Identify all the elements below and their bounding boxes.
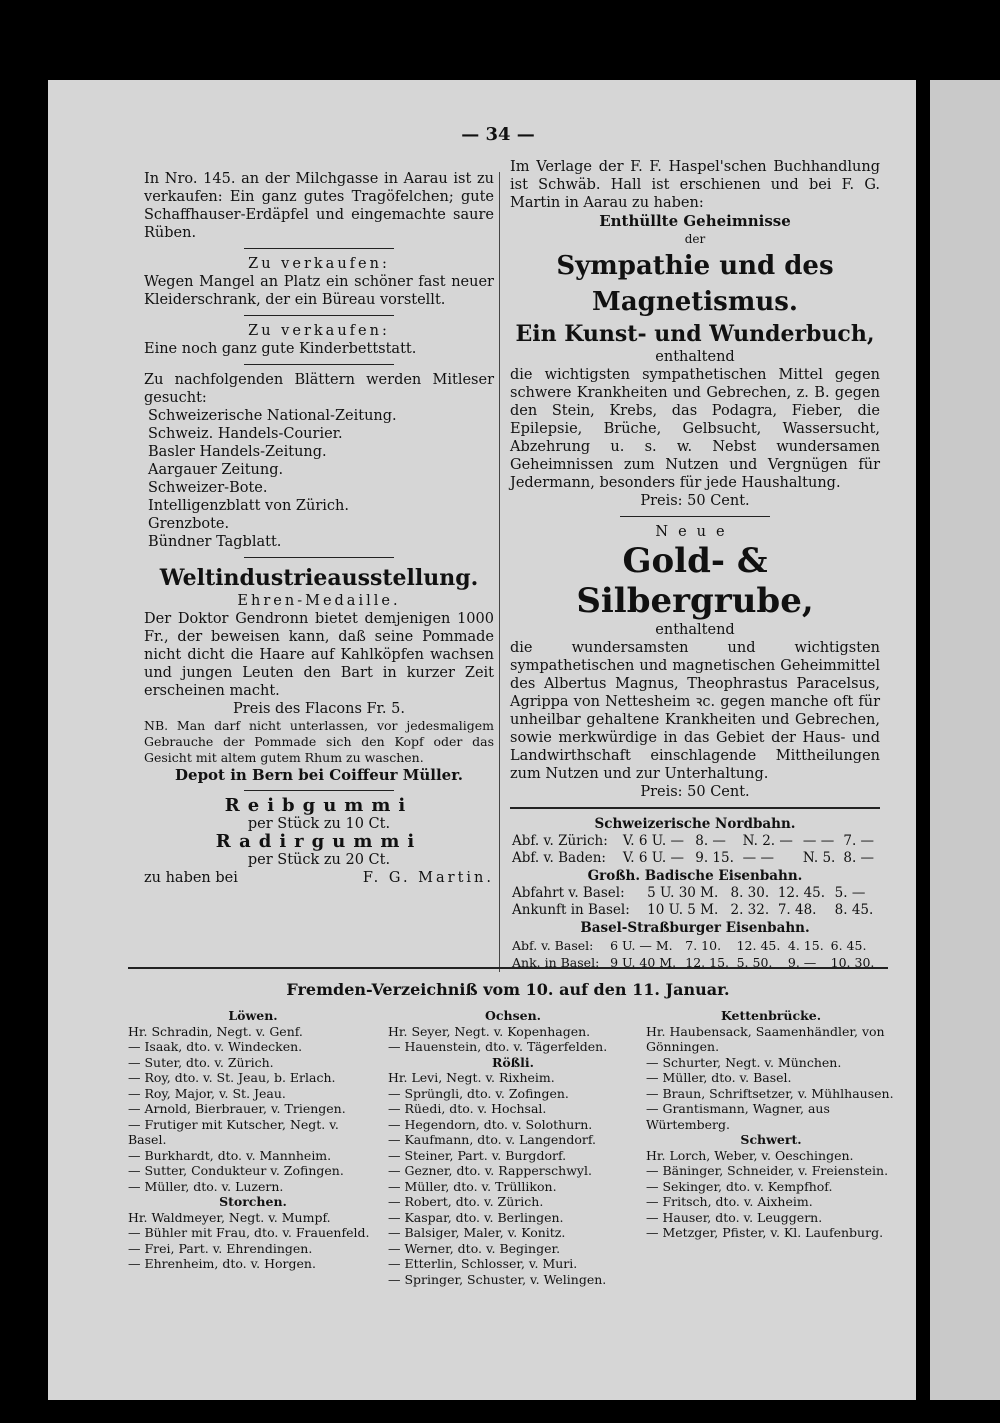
table-row [510, 885, 880, 902]
list-item: Hr. Waldmeyer, Negt. v. Mumpf. [128, 1209, 331, 1225]
table-cell: Abf. v. Baden: [512, 850, 606, 866]
table-cell: Abf. v. Zürich: [512, 833, 608, 849]
list-item: Hr. Schradin, Negt. v. Genf. [128, 1023, 303, 1039]
list-item: — Hegendorn, dto. v. Solothurn. [388, 1116, 593, 1132]
table-cell: 6. 45. [830, 938, 867, 953]
book2-price: Preis: 50 Cent. [640, 784, 750, 800]
rail2-table [510, 885, 880, 919]
list-item: — Etterlin, Schlosser, v. Muri. [388, 1256, 578, 1271]
table-cell: 9 U. 40 M. [610, 955, 677, 970]
list-item: Hr. Seyer, Negt. v. Kopenhagen. [388, 1023, 591, 1039]
rail3-table [510, 937, 880, 971]
ad-milchgasse: In Nro. 145. an der Milchgasse in Aarau ist zu verkaufen: Ein ganz gutes Tragöfelchen; gute Schaffhauser-Erdäpfel und eingemachte saure Rüben. [144, 171, 494, 241]
ad-reibgummi-price: per Stück zu 10 Ct. [247, 816, 391, 832]
list-item: — Burkhardt, dto. v. Mannheim. [128, 1147, 332, 1163]
adjacent-page-strip [930, 80, 1000, 1400]
list-item: Basler Handels-Zeitung. [148, 444, 327, 460]
table-cell: 12. 45. [736, 938, 781, 953]
table-cell: 9. 15. [695, 850, 734, 866]
table-cell: 8. — [695, 833, 726, 849]
list-item: — Gezner, dto. v. Rapperschwyl. [388, 1163, 592, 1178]
column-divider [499, 172, 500, 972]
list-item: Aargauer Zeitung. [148, 462, 284, 478]
hotel-heading: Storchen. [219, 1194, 287, 1209]
table-cell: 4. 15. [787, 938, 824, 953]
book2-line1: Neue [655, 524, 735, 540]
ad-mitleser-intro: Zu nachfolgenden Blättern werden Mitleser gesucht: [144, 372, 494, 406]
table-row [510, 937, 880, 954]
ad-pommade-text: Der Doktor Gendronn bietet demjenigen 1000 Fr., der beweisen kann, daß seine Pommade nicht dicht die Haare auf Kahlköpfen wachsen und jungen Leuten den Bart in kurzer Zeit erscheinen macht. [144, 611, 494, 699]
list-item: — Kaspar, dto. v. Berlingen. [388, 1209, 564, 1225]
right-column [510, 158, 880, 971]
table-cell: 7. 48. [777, 902, 817, 918]
book1-text: die wichtigsten sympathetischen Mittel gegen schwere Krankheiten und Gebrechen, z. B. gegen den Stein, Krebs, das Podagra, Fieber, die Epilepsie, Brüche, Gelbsucht, Wassersucht, Abzehrung u. s. w. Nebst wundersamen Geheimnissen zum Nutzen und Vergnügen für Jedermann, besonders für jede Haushaltung. [510, 367, 880, 491]
table-cell: 5 U. 30 M. [647, 885, 719, 901]
list-item: — Schurter, Negt. v. München. [646, 1054, 842, 1070]
table-cell: 8. — [843, 850, 875, 866]
ad-heading: Zu verkaufen: [248, 323, 390, 339]
ad-subtitle: Ehren-Medaille. [237, 593, 401, 609]
table-row [510, 850, 880, 867]
list-item: — Isaak, dto. v. Windecken. [128, 1039, 303, 1054]
ad-footer [144, 869, 494, 887]
divider [244, 557, 394, 558]
table-cell: N. 2. — [742, 833, 793, 849]
table-cell: 12. 45. [777, 885, 826, 901]
table-cell: Ankunft in Basel: [512, 902, 630, 918]
list-item: — Hauenstein, dto. v. Tägerfelden. [388, 1039, 608, 1054]
table-row [510, 833, 880, 850]
table-cell: Abf. v. Basel: [512, 938, 594, 953]
fremden-col-3 [646, 1008, 896, 1241]
list-item: Schweizerische National-Zeitung. [148, 408, 397, 424]
rail1-title: Schweizerische Nordbahn. [594, 816, 796, 832]
list-item: Hr. Levi, Negt. v. Rixheim. [388, 1070, 555, 1085]
book1-subtitle: Ein Kunst- und Wunderbuch, [515, 321, 875, 347]
table-row [510, 902, 880, 919]
list-item: — Arnold, Bierbrauer, v. Triengen. [128, 1101, 346, 1116]
list-item: — Frutiger mit Kutscher, Negt. v. Basel. [128, 1116, 339, 1147]
divider [244, 364, 394, 365]
section-divider [128, 967, 888, 969]
book1-title: Sympathie und des Magnetismus. [556, 251, 834, 317]
list-item: Schweiz. Handels-Courier. [148, 426, 343, 442]
list-item: — Müller, dto. v. Trüllikon. [388, 1178, 557, 1194]
list-item: Schweizer-Bote. [148, 480, 268, 496]
ad-footer-right: F. G. Martin. [362, 870, 494, 886]
ad-reibgummi-title: Reibgummi [224, 795, 414, 816]
table-cell: 5. — [834, 885, 866, 901]
list-item: Hr. Haubensack, Saamenhändler, von Gönningen. [646, 1023, 885, 1054]
table-cell: N. 5. [802, 850, 836, 866]
rail1-table [510, 833, 880, 867]
newspaper-list [144, 407, 494, 551]
list-item: — Frei, Part. v. Ehrendingen. [128, 1240, 313, 1256]
ad-radirgummi-price: per Stück zu 20 Ct. [247, 852, 391, 868]
list-item: — Müller, dto. v. Basel. [646, 1070, 792, 1085]
book2-text: die wundersamsten und wichtigsten sympathetischen und magnetischen Geheimmittel des Albertus Magnus, Theophrastus Paracelsus, Agrippa von Nettesheim ꝛc. gegen manche oft für unheilbar gehaltene Krankheiten und Gebrechen, sowie merkwürdige in das Gebiet der Haus- und Landwirthschaft einschlagende Mittheilungen zum Nutzen und zur Unterhaltung. [510, 640, 880, 782]
table-cell: 12. 15. [685, 955, 730, 970]
list-item: — Balsiger, Maler, v. Konitz. [388, 1225, 566, 1240]
fremden-col-1 [128, 1008, 378, 1272]
ad-footer-left: zu haben bei [144, 870, 238, 886]
ad-pommade-nb: NB. Man darf nicht unterlassen, vor jedesmaligem Gebrauche der Pommade sich den Kopf oder das Gesicht mit altem gutem Rhum zu waschen. [144, 718, 494, 765]
list-item: — Roy, dto. v. St. Jeau, b. Erlach. [128, 1070, 336, 1085]
list-item: Intelligenzblatt von Zürich. [148, 498, 349, 514]
table-cell: 9. — [787, 955, 817, 970]
list-item: — Grantismann, Wagner, aus Würtemberg. [646, 1101, 830, 1132]
table-cell: 10. 30. [830, 955, 875, 970]
table-cell: 2. 32. [730, 902, 770, 918]
table-cell: 8. 30. [730, 885, 770, 901]
divider [510, 807, 880, 809]
hotel-heading: Löwen. [228, 1008, 278, 1023]
table-cell: 6 U. — M. [610, 938, 673, 953]
left-column [144, 170, 494, 887]
table-cell: — — [802, 833, 835, 849]
ad-title-weltindustrie: Weltindustrieausstellung. [159, 565, 479, 591]
rail3-title: Basel-Straßburger Eisenbahn. [580, 920, 810, 936]
book1-price: Preis: 50 Cent. [640, 493, 750, 509]
list-item: — Springer, Schuster, v. Welingen. [388, 1271, 607, 1287]
ad-pommade-price: Preis des Flacons Fr. 5. [233, 701, 405, 717]
ad-pommade-depot: Depot in Bern bei Coiffeur Müller. [175, 766, 463, 784]
ad-kinderbettstatt: Eine noch ganz gute Kinderbettstatt. [144, 341, 417, 357]
hotel-heading: Kettenbrücke. [720, 1008, 822, 1023]
list-item: — Hauser, dto. v. Leuggern. [646, 1209, 823, 1225]
book1-enthaltend: enthaltend [655, 349, 735, 365]
page-number: — 34 — [461, 124, 535, 145]
table-cell: 7. 10. [685, 938, 722, 953]
ad-heading: Zu verkaufen: [248, 256, 390, 272]
table-cell: V. 6 U. — [622, 850, 684, 866]
list-item: Grenzbote. [148, 516, 230, 532]
rail2-title: Großh. Badische Eisenbahn. [587, 868, 803, 884]
list-item: — Metzger, Pfister, v. Kl. Laufenburg. [646, 1225, 884, 1240]
table-cell: 8. 45. [834, 902, 874, 918]
list-item: Bündner Tagblatt. [148, 534, 282, 550]
divider [244, 315, 394, 316]
hotel-heading: Schwert. [740, 1132, 802, 1147]
list-item: — Fritsch, dto. v. Aixheim. [646, 1194, 813, 1209]
list-item: — Bühler mit Frau, dto. v. Frauenfeld. [128, 1225, 370, 1240]
list-item: — Bäninger, Schneider, v. Freienstein. [646, 1163, 889, 1178]
ad-radirgummi-title: Radirgummi [215, 831, 423, 852]
hotel-heading: Rößli. [491, 1054, 535, 1070]
table-cell: 7. — [843, 833, 875, 849]
list-item: — Braun, Schriftsetzer, v. Mühlhausen. [646, 1085, 894, 1101]
list-item: — Rüedi, dto. v. Hochsal. [388, 1101, 547, 1116]
list-item: Hr. Lorch, Weber, v. Oeschingen. [646, 1147, 854, 1163]
list-item: — Roy, Major, v. St. Jeau. [128, 1085, 286, 1101]
book2-enthaltend: enthaltend [655, 622, 735, 638]
book1-line2: der [684, 232, 706, 246]
list-item: — Müller, dto. v. Luzern. [128, 1178, 284, 1194]
book2-title: Gold- & Silbergrube, [576, 541, 814, 621]
divider [244, 790, 394, 791]
ad-kleiderschrank: Wegen Mangel an Platz ein schöner fast neuer Kleiderschrank, der ein Büreau vorstellt. [144, 274, 494, 308]
list-item: — Sekinger, dto. v. Kempfhof. [646, 1178, 833, 1194]
divider [620, 516, 770, 517]
table-cell: Ank. in Basel: [512, 955, 600, 970]
fremden-col-2 [388, 1008, 638, 1287]
list-item: — Steiner, Part. v. Burgdorf. [388, 1147, 567, 1163]
hotel-heading: Ochsen. [484, 1008, 542, 1023]
book-intro: Im Verlage der F. F. Haspel'schen Buchhandlung ist Schwäb. Hall ist erschienen und bei F. G. Martin in Aarau zu haben: [510, 159, 880, 211]
table-cell: 5. 50. [736, 955, 773, 970]
newspaper-page [48, 80, 916, 1400]
list-item: — Suter, dto. v. Zürich. [128, 1054, 274, 1070]
list-item: — Robert, dto. v. Zürich. [388, 1194, 544, 1209]
divider [244, 248, 394, 249]
list-item: — Sutter, Condukteur v. Zofingen. [128, 1163, 344, 1178]
table-cell: Abfahrt v. Basel: [512, 885, 625, 901]
list-item: — Sprüngli, dto. v. Zofingen. [388, 1085, 569, 1101]
fremden-title: Fremden-Verzeichniß vom 10. auf den 11. Januar. [286, 980, 730, 999]
list-item: — Ehrenheim, dto. v. Horgen. [128, 1256, 316, 1271]
list-item: — Kaufmann, dto. v. Langendorf. [388, 1132, 597, 1147]
table-cell: V. 6 U. — [622, 833, 684, 849]
table-cell: 10 U. 5 M. [647, 902, 719, 918]
list-item: — Werner, dto. v. Beginger. [388, 1240, 561, 1256]
table-cell: — — [742, 850, 774, 866]
book1-line1: Enthüllte Geheimnisse [599, 212, 791, 230]
